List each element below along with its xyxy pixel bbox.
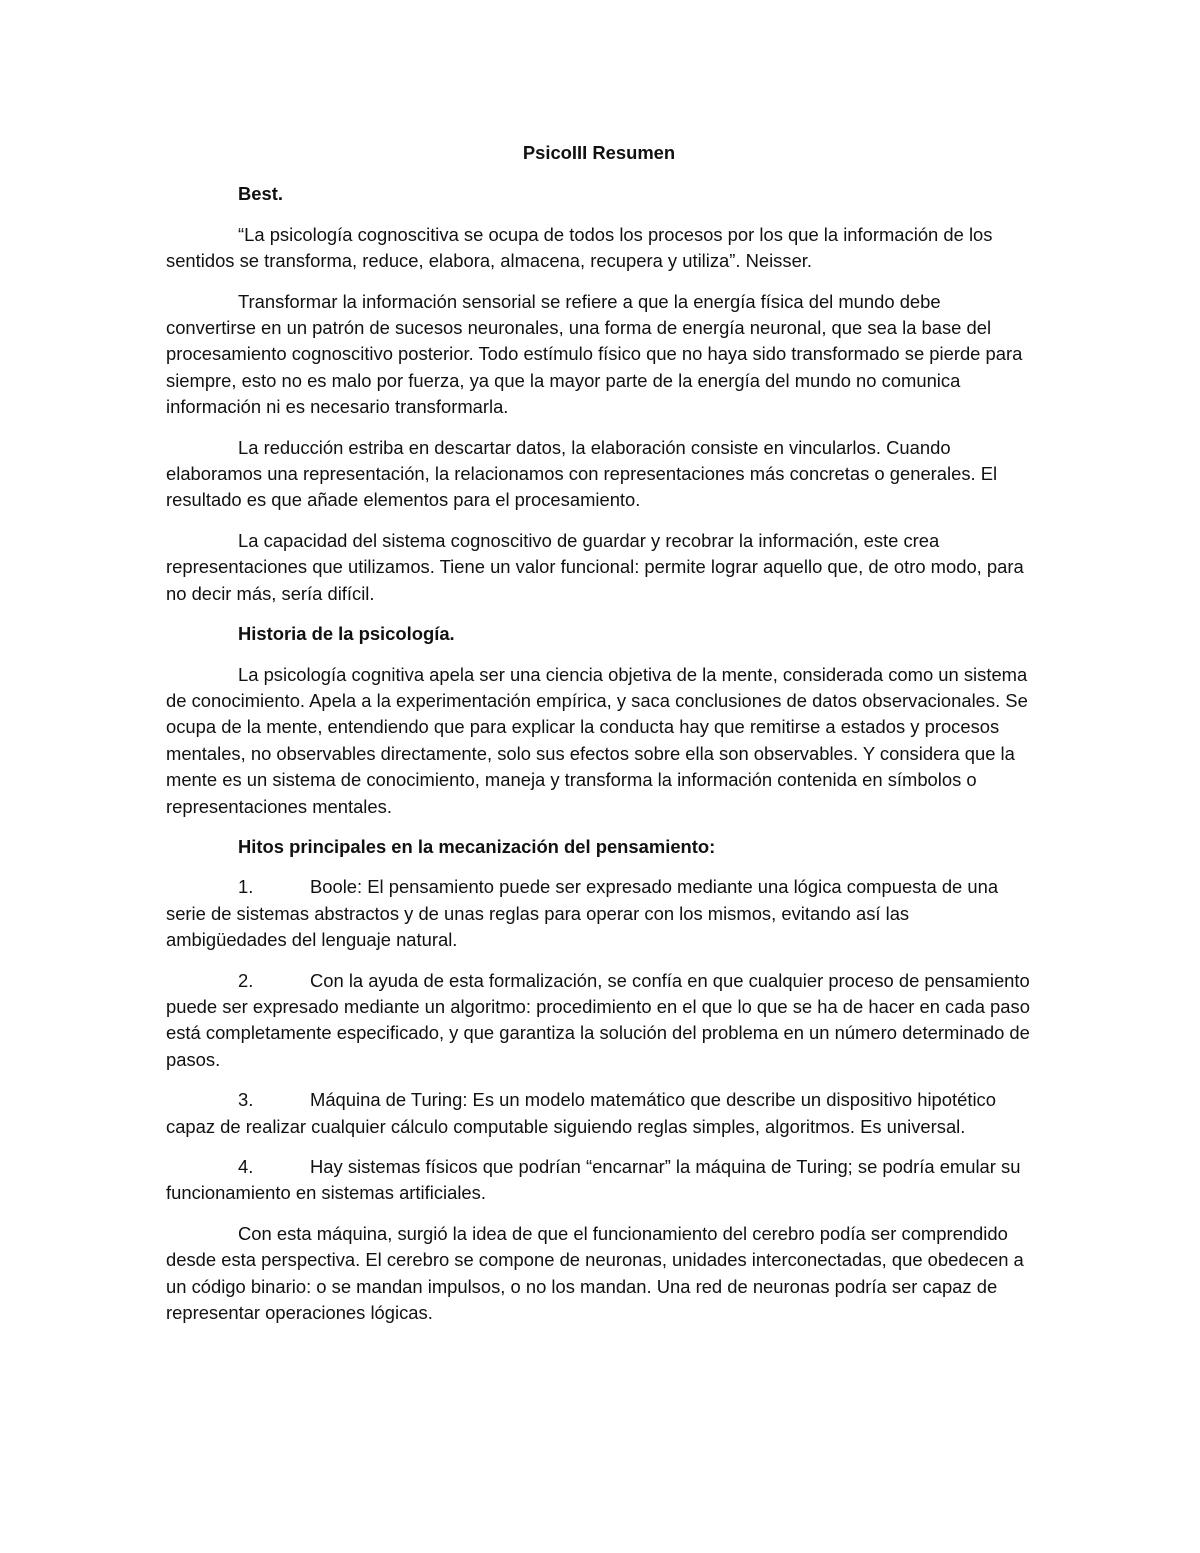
- paragraph-conclusion: Con esta máquina, surgió la idea de que el funcionamiento del cerebro podía ser comprendido desde esta perspectiva. El cerebro se compone de neuronas, unidades interconectadas, que obedecen a un código binario: o se mandan impulsos, o no los mandan. Una red de neuronas podría ser capaz de representar operaciones lógicas.: [166, 1222, 1024, 1324]
- list-item-text: Boole: El pensamiento puede ser expresado mediante una lógica compuesta de una serie de sistemas abstractos y de unas reglas para operar con los mismos, evitando así las ambigüedades del lenguaje natural.: [166, 876, 999, 951]
- list-item: [166, 874, 1032, 953]
- section-heading-historia: Historia de la psicología.: [238, 623, 455, 645]
- section-heading-best: Best.: [238, 183, 283, 205]
- paragraph-reduccion: La reducción estriba en descartar datos, la elaboración consiste en vincularlos. Cuando elaboramos una representación, la relacionamos con representaciones más concretas o generales. El resultado es que añade elementos para el procesamiento.: [166, 436, 998, 511]
- paragraph-transformar: Transformar la información sensorial se refiere a que la energía física del mundo debe convertirse en un patrón de sucesos neuronales, una forma de energía neuronal, que sea la base del procesamiento cognoscitivo posterior. Todo estímulo físico que no haya sido transformado se pierde para siempre, esto no es malo por fuerza, ya que la mayor parte de la energía del mundo no comunica información ni es necesario transformarla.: [166, 290, 1023, 418]
- list-item-number: 4.: [238, 1156, 254, 1177]
- document-title: PsicoIII Resumen: [522, 142, 676, 163]
- list-item: [166, 1154, 1032, 1207]
- list-item-number: 3.: [238, 1089, 254, 1111]
- list-item-text: Máquina de Turing: Es un modelo matemático que describe un dispositivo hipotético capaz de realizar cualquier cálculo computable siguiendo reglas simples, algoritmos. Es universal.: [166, 1089, 996, 1137]
- list-item-number: 2.: [238, 969, 254, 991]
- milestones-list: [166, 874, 1032, 1206]
- paragraph-historia: La psicología cognitiva apela ser una ciencia objetiva de la mente, considerada como un sistema de conocimiento. Apela a la experimentación empírica, y saca conclusiones de datos observacionales. Se ocupa de la mente, entendiendo que para explicar la conducta hay que remitirse a estados y procesos mentales, no observables directamente, solo sus efectos sobre ella son observables. Y considera que la mente es un sistema de conocimiento, maneja y transforma la información contenida en símbolos o representaciones mentales.: [166, 663, 1028, 817]
- list-item-number: 1.: [238, 876, 254, 898]
- list-item: [166, 968, 1032, 1074]
- document-page: [166, 140, 1032, 1340]
- list-item-text: Con la ayuda de esta formalización, se confía en que cualquier proceso de pensamiento puede ser expresado mediante un algoritmo: procedimiento en el que lo que se ha de hacer en cada paso está completamente especificado, y que garantiza la solución del problema en un número determinado de pasos.: [166, 969, 1030, 1070]
- paragraph-capacidad: La capacidad del sistema cognoscitivo de guardar y recobrar la información, este crea representaciones que utilizamos. Tiene un valor funcional: permite lograr aquello que, de otro modo, para no decir más, sería difícil.: [166, 529, 1024, 604]
- list-item: [166, 1087, 1032, 1140]
- list-item-text: Hay sistemas físicos que podrían “encarnar” la máquina de Turing; se podría emular su funcionamiento en sistemas artificiales.: [166, 1156, 1021, 1204]
- section-heading-hitos: Hitos principales en la mecanización del pensamiento:: [238, 835, 716, 857]
- paragraph-neisser-quote: “La psicología cognoscitiva se ocupa de todos los procesos por los que la información de los sentidos se transforma, reduce, elabora, almacena, recupera y utiliza”. Neisser.: [166, 223, 993, 272]
